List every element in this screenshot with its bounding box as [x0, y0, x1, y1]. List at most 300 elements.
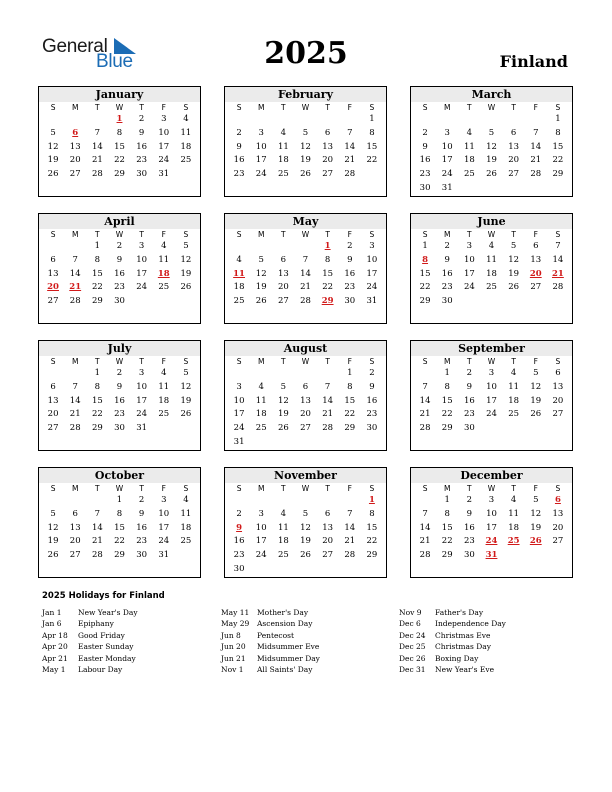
holiday-column — [42, 607, 222, 675]
holiday-date: Jan 1 — [42, 608, 62, 617]
day-cell: 14 — [69, 268, 81, 279]
day-cell: 4 — [510, 368, 517, 378]
holiday-name: New Year's Day — [78, 608, 138, 617]
month-august — [224, 340, 387, 451]
day-cell: 9 — [138, 127, 145, 138]
day-cell: 26 — [180, 282, 192, 293]
weekday-header: F — [533, 357, 538, 366]
holiday-date: Jan 6 — [42, 619, 62, 629]
weekday-header: T — [139, 484, 144, 493]
empty-day-cell — [458, 113, 480, 127]
day-cell: 30 — [419, 182, 431, 193]
day-cell: 21 — [91, 155, 103, 166]
weekday-header: S — [369, 103, 375, 112]
month-grid — [39, 483, 200, 563]
empty-day-cell — [294, 494, 316, 508]
day-cell: 9 — [466, 381, 473, 392]
month-grid — [39, 102, 200, 182]
day-cell: 23 — [233, 169, 245, 180]
day-cell: 25 — [180, 536, 192, 547]
day-cell: 24 — [463, 282, 475, 293]
day-cell: 26 — [300, 169, 311, 180]
day-cell: 1 — [422, 241, 428, 251]
weekday-header: T — [95, 484, 100, 493]
weekday-header: F — [347, 357, 352, 366]
day-cell: 12 — [300, 522, 311, 533]
holiday-date: May 29 — [221, 619, 250, 629]
day-cell: 23 — [463, 409, 475, 420]
month-september — [410, 340, 573, 451]
day-cell: 6 — [510, 127, 517, 138]
day-cell: 27 — [530, 282, 542, 293]
day-cell: 25 — [233, 296, 245, 307]
day-cell: 29 — [114, 550, 125, 561]
day-cell: 18 — [463, 155, 475, 166]
weekday-header: T — [325, 484, 330, 493]
day-cell: 10 — [255, 522, 267, 533]
day-cell: 18 — [158, 395, 170, 406]
weekday-header: S — [555, 230, 561, 239]
day-cell: 27 — [322, 550, 334, 561]
month-grid — [225, 102, 386, 182]
day-cell: 14 — [322, 395, 334, 406]
day-cell: 3 — [138, 368, 145, 378]
empty-day-cell — [42, 367, 64, 381]
day-cell: 30 — [366, 423, 378, 434]
day-cell: 5 — [50, 127, 56, 138]
day-cell: 15 — [366, 522, 378, 533]
weekday-header: W — [115, 357, 124, 366]
holiday-row — [42, 607, 222, 618]
empty-day-cell — [317, 494, 339, 508]
empty-day-cell — [42, 113, 64, 127]
weekday-header: T — [467, 103, 472, 112]
holiday-date: Nov 9 — [399, 608, 422, 617]
day-cell: 19 — [530, 522, 542, 533]
day-cell: 6 — [280, 254, 287, 265]
day-cell: 30 — [114, 296, 125, 307]
day-cell: 14 — [344, 522, 356, 533]
day-cell: 24 — [255, 550, 267, 561]
holiday-row — [399, 618, 579, 629]
day-cell: 10 — [441, 141, 453, 152]
day-cell: 29 — [366, 550, 378, 561]
empty-day-cell — [228, 367, 250, 381]
day-cell: 16 — [441, 268, 453, 279]
day-cell: 26 — [47, 169, 59, 180]
weekday-header: T — [511, 357, 516, 366]
day-cell: 25 — [277, 169, 289, 180]
day-cell: 22 — [322, 282, 334, 293]
weekday-header: S — [555, 103, 561, 112]
holiday-row — [221, 618, 401, 629]
weekday-header: F — [161, 103, 166, 112]
holiday-date: Nov 1 — [221, 664, 244, 674]
day-cell: 2 — [422, 127, 428, 138]
weekday-header: M — [71, 230, 79, 239]
day-cell: 31 — [233, 436, 245, 447]
holiday-day-cell: 1 — [368, 495, 375, 505]
holiday-row — [399, 653, 579, 664]
day-cell: 24 — [441, 169, 453, 180]
month-grid — [411, 102, 572, 196]
day-cell: 21 — [69, 409, 81, 420]
day-cell: 25 — [277, 550, 289, 561]
day-cell: 22 — [114, 155, 125, 166]
empty-day-cell — [86, 494, 108, 508]
empty-day-cell — [272, 494, 294, 508]
day-cell: 11 — [180, 508, 192, 519]
day-cell: 2 — [444, 241, 450, 251]
month-grid — [411, 356, 572, 436]
day-cell: 30 — [136, 550, 148, 561]
day-cell: 16 — [463, 522, 475, 533]
empty-day-cell — [228, 494, 250, 508]
day-cell: 1 — [555, 114, 561, 124]
day-cell: 1 — [94, 368, 101, 378]
day-cell: 28 — [69, 296, 81, 307]
day-cell: 19 — [277, 409, 289, 420]
day-cell: 10 — [158, 508, 170, 519]
day-cell: 30 — [233, 563, 245, 574]
day-cell: 3 — [258, 508, 264, 519]
day-cell: 26 — [300, 550, 311, 561]
holiday-date: Dec 31 — [399, 664, 426, 674]
holiday-date: May 1 — [42, 664, 66, 674]
holiday-date: Apr 20 — [42, 642, 68, 652]
holiday-row — [221, 641, 401, 652]
weekday-header: S — [422, 230, 428, 239]
empty-day-cell — [317, 367, 339, 381]
month-title: February — [225, 87, 386, 102]
day-cell: 5 — [533, 368, 539, 378]
day-cell: 15 — [419, 268, 431, 279]
day-cell: 10 — [158, 127, 170, 138]
holiday-day-cell: 21 — [69, 282, 82, 293]
day-cell: 19 — [47, 536, 59, 547]
day-cell: 26 — [180, 409, 192, 420]
weekday-header: T — [467, 357, 472, 366]
empty-day-cell — [414, 494, 436, 508]
day-cell: 30 — [463, 550, 475, 561]
day-cell: 14 — [69, 395, 81, 406]
day-cell: 11 — [158, 381, 170, 392]
day-cell: 27 — [552, 536, 564, 547]
weekday-header: M — [257, 484, 265, 493]
weekday-header: T — [467, 230, 472, 239]
holiday-name: New Year's Eve — [435, 664, 495, 674]
holiday-date: Jun 21 — [221, 653, 246, 663]
day-cell: 22 — [344, 409, 356, 420]
day-cell: 2 — [138, 495, 145, 505]
holiday-name: Independence Day — [435, 619, 506, 629]
day-cell: 6 — [324, 508, 331, 519]
day-cell: 16 — [463, 395, 475, 406]
empty-day-cell — [64, 494, 86, 508]
empty-day-cell — [228, 113, 250, 127]
month-title: July — [39, 341, 200, 356]
month-march — [410, 86, 573, 197]
day-cell: 16 — [136, 141, 148, 152]
day-cell: 27 — [47, 296, 59, 307]
day-cell: 20 — [552, 522, 564, 533]
day-cell: 13 — [69, 141, 81, 152]
day-cell: 1 — [444, 368, 450, 378]
month-grid — [225, 483, 386, 577]
day-cell: 28 — [530, 169, 542, 180]
month-grid — [411, 229, 572, 309]
holiday-day-cell: 20 — [529, 268, 542, 279]
holiday-day-cell: 11 — [233, 268, 245, 279]
day-cell: 23 — [136, 155, 148, 166]
calendar-country: Finland — [499, 52, 568, 71]
day-cell: 8 — [369, 508, 375, 519]
day-cell: 19 — [47, 155, 59, 166]
day-cell: 12 — [180, 254, 192, 265]
day-cell: 27 — [47, 423, 59, 434]
month-december — [410, 467, 573, 578]
day-cell: 28 — [344, 169, 356, 180]
day-cell: 18 — [486, 268, 497, 279]
empty-day-cell — [294, 240, 316, 254]
weekday-header: M — [71, 484, 79, 493]
holiday-day-cell: 1 — [116, 114, 123, 124]
holiday-row — [42, 618, 222, 629]
weekday-header: S — [555, 484, 561, 493]
weekday-header: F — [533, 103, 538, 112]
day-cell: 12 — [47, 141, 59, 152]
day-cell: 21 — [322, 409, 334, 420]
day-cell: 27 — [69, 169, 81, 180]
weekday-header: S — [422, 103, 428, 112]
weekday-header: S — [236, 484, 242, 493]
day-cell: 28 — [69, 423, 81, 434]
day-cell: 2 — [116, 241, 123, 251]
day-cell: 13 — [277, 268, 289, 279]
day-cell: 11 — [255, 395, 267, 406]
holiday-day-cell: 24 — [485, 536, 498, 547]
day-cell: 15 — [366, 141, 378, 152]
empty-day-cell — [414, 367, 436, 381]
day-cell: 7 — [302, 254, 309, 265]
day-cell: 24 — [255, 169, 267, 180]
day-cell: 1 — [347, 368, 353, 378]
holiday-date: Dec 6 — [399, 619, 421, 629]
day-cell: 3 — [138, 241, 145, 251]
day-cell: 5 — [302, 127, 309, 138]
weekday-header: W — [487, 484, 496, 493]
month-april — [38, 213, 201, 324]
day-cell: 20 — [322, 536, 334, 547]
day-cell: 30 — [463, 423, 475, 434]
weekday-header: F — [347, 484, 352, 493]
holiday-day-cell: 25 — [507, 536, 520, 547]
day-cell: 28 — [91, 550, 103, 561]
weekday-header: W — [301, 484, 310, 493]
day-cell: 10 — [486, 508, 497, 519]
weekday-header: T — [325, 103, 330, 112]
holiday-date: May 11 — [221, 608, 250, 617]
day-cell: 3 — [444, 127, 450, 138]
day-cell: 3 — [369, 241, 375, 251]
day-cell: 25 — [255, 423, 267, 434]
day-cell: 2 — [466, 495, 473, 505]
day-cell: 8 — [116, 127, 123, 138]
day-cell: 29 — [91, 423, 103, 434]
day-cell: 12 — [508, 254, 520, 265]
weekday-header: M — [443, 103, 451, 112]
day-cell: 29 — [552, 169, 564, 180]
day-cell: 7 — [72, 381, 78, 392]
day-cell: 12 — [530, 508, 542, 519]
weekday-header: S — [50, 230, 56, 239]
weekday-header: F — [161, 230, 166, 239]
day-cell: 7 — [324, 381, 331, 392]
weekday-header: S — [236, 103, 242, 112]
day-cell: 9 — [138, 508, 145, 519]
month-title: March — [411, 87, 572, 102]
day-cell: 5 — [510, 241, 517, 251]
day-cell: 8 — [444, 508, 450, 519]
day-cell: 19 — [508, 268, 520, 279]
month-january — [38, 86, 201, 197]
day-cell: 13 — [552, 508, 564, 519]
calendar-year: 2025 — [264, 36, 348, 71]
day-cell: 28 — [419, 423, 431, 434]
holiday-day-cell: 6 — [554, 495, 561, 505]
weekday-header: W — [487, 357, 496, 366]
empty-day-cell — [250, 367, 272, 381]
day-cell: 22 — [552, 155, 564, 166]
day-cell: 21 — [344, 155, 356, 166]
empty-day-cell — [250, 113, 272, 127]
holiday-row — [221, 664, 401, 675]
month-november — [224, 467, 387, 578]
empty-day-cell — [64, 367, 86, 381]
day-cell: 9 — [466, 508, 473, 519]
weekday-header: T — [325, 230, 330, 239]
day-cell: 1 — [369, 114, 375, 124]
day-cell: 31 — [158, 550, 170, 561]
holiday-name: Pentecost — [257, 630, 295, 640]
day-cell: 6 — [50, 254, 56, 265]
day-cell: 13 — [47, 395, 59, 406]
holiday-name: Father's Day — [435, 608, 484, 617]
weekday-header: M — [443, 357, 451, 366]
month-title: January — [39, 87, 200, 102]
day-cell: 3 — [236, 381, 242, 392]
day-cell: 23 — [441, 282, 453, 293]
day-cell: 18 — [277, 536, 289, 547]
day-cell: 6 — [555, 368, 561, 378]
day-cell: 13 — [322, 522, 334, 533]
day-cell: 28 — [419, 550, 431, 561]
weekday-header: T — [139, 230, 144, 239]
day-cell: 5 — [258, 254, 264, 265]
day-cell: 2 — [466, 368, 473, 378]
day-cell: 22 — [419, 282, 431, 293]
weekday-header: T — [281, 357, 286, 366]
day-cell: 11 — [508, 508, 520, 519]
holiday-row — [399, 641, 579, 652]
holiday-name: Ascension Day — [257, 619, 313, 629]
holiday-row — [42, 630, 222, 641]
holiday-date: Apr 18 — [42, 630, 68, 640]
day-cell: 25 — [180, 155, 192, 166]
day-cell: 14 — [91, 522, 103, 533]
month-title: October — [39, 468, 200, 483]
month-title: May — [225, 214, 386, 229]
day-cell: 28 — [552, 282, 564, 293]
day-cell: 24 — [136, 409, 148, 420]
month-title: September — [411, 341, 572, 356]
day-cell: 7 — [422, 381, 428, 392]
weekday-header: S — [422, 484, 428, 493]
weekday-header: F — [347, 230, 352, 239]
day-cell: 13 — [322, 141, 334, 152]
day-cell: 13 — [300, 395, 311, 406]
holiday-column — [399, 607, 579, 675]
day-cell: 8 — [444, 381, 450, 392]
day-cell: 5 — [533, 495, 539, 505]
day-cell: 15 — [441, 522, 453, 533]
day-cell: 9 — [369, 381, 375, 392]
day-cell: 6 — [302, 381, 309, 392]
month-grid — [411, 483, 572, 563]
day-cell: 7 — [422, 508, 428, 519]
day-cell: 17 — [158, 141, 170, 152]
weekday-header: F — [533, 230, 538, 239]
day-cell: 12 — [530, 381, 542, 392]
day-cell: 4 — [236, 254, 242, 265]
weekday-header: T — [511, 230, 516, 239]
day-cell: 23 — [233, 550, 245, 561]
empty-day-cell — [525, 113, 547, 127]
day-cell: 24 — [486, 409, 497, 420]
day-cell: 19 — [300, 536, 311, 547]
day-cell: 8 — [324, 254, 331, 265]
day-cell: 19 — [180, 395, 192, 406]
day-cell: 15 — [114, 141, 125, 152]
day-cell: 29 — [114, 169, 125, 180]
weekday-header: F — [533, 484, 538, 493]
day-cell: 20 — [322, 155, 334, 166]
day-cell: 9 — [236, 141, 242, 152]
day-cell: 18 — [233, 282, 245, 293]
day-cell: 8 — [116, 508, 123, 519]
day-cell: 22 — [366, 536, 378, 547]
day-cell: 31 — [136, 423, 148, 434]
day-cell: 17 — [158, 522, 170, 533]
month-title: August — [225, 341, 386, 356]
day-cell: 17 — [366, 268, 378, 279]
day-cell: 4 — [488, 241, 495, 251]
day-cell: 17 — [486, 522, 497, 533]
day-cell: 9 — [347, 254, 353, 265]
day-cell: 7 — [533, 127, 539, 138]
holiday-name: Christmas Day — [435, 642, 491, 652]
holiday-row — [399, 664, 579, 675]
holiday-day-cell: 1 — [324, 241, 331, 251]
day-cell: 26 — [486, 169, 497, 180]
day-cell: 14 — [552, 254, 564, 265]
day-cell: 29 — [419, 296, 431, 307]
holiday-date: Dec 24 — [399, 630, 426, 640]
day-cell: 25 — [158, 409, 170, 420]
day-cell: 7 — [72, 254, 78, 265]
day-cell: 9 — [444, 254, 450, 265]
day-cell: 18 — [508, 522, 520, 533]
